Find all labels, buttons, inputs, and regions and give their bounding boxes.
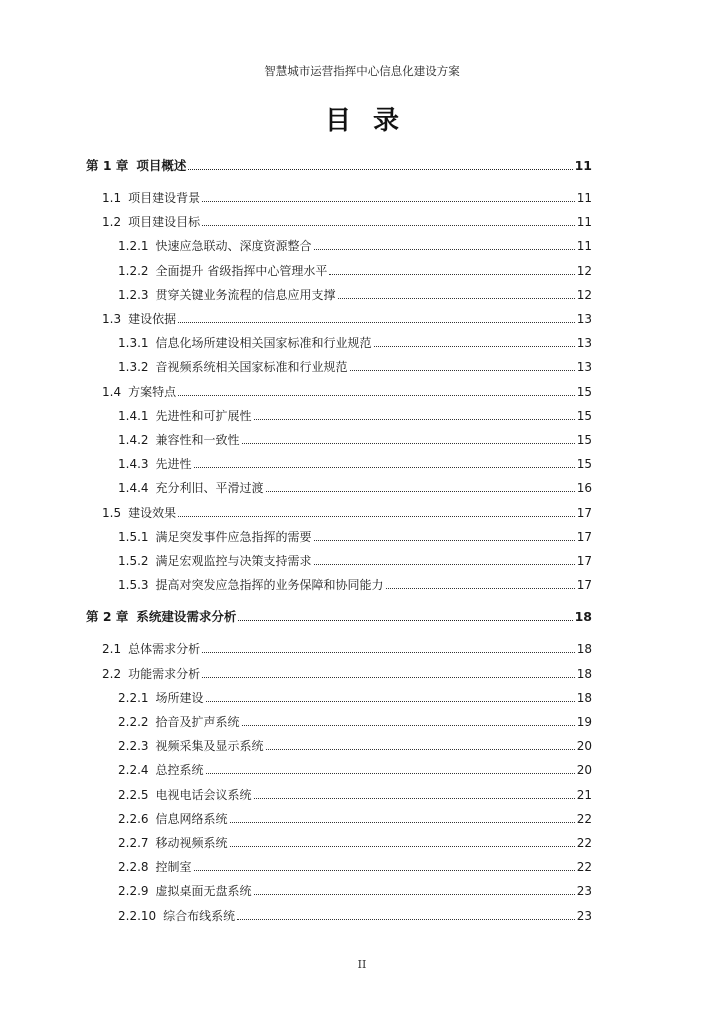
toc-entry-title: 提高对突发应急指挥的业务保障和协同能力 bbox=[155, 578, 384, 593]
dot-leader bbox=[314, 539, 575, 541]
toc-entry[interactable] bbox=[118, 783, 592, 803]
toc-entry-title: 充分利旧、平滑过渡 bbox=[155, 481, 264, 496]
page-header: 智慧城市运营指挥中心信息化建设方案 bbox=[264, 64, 460, 78]
dot-leader bbox=[194, 869, 575, 871]
toc-entry-number: 2.2.5 bbox=[118, 787, 149, 802]
toc-entry-title: 满足突发事件应急指挥的需要 bbox=[155, 529, 312, 544]
toc-entry-number: 1.3 bbox=[102, 312, 122, 326]
toc-entry-number: 2.2.3 bbox=[118, 739, 149, 754]
toc-entry-number: 1.3.2 bbox=[118, 360, 149, 375]
dot-leader bbox=[338, 297, 575, 299]
dot-leader bbox=[206, 700, 575, 702]
toc-entry[interactable] bbox=[102, 637, 592, 657]
toc-entry[interactable] bbox=[118, 549, 592, 569]
toc-entry-page: 11 bbox=[576, 215, 592, 230]
dot-leader bbox=[202, 676, 575, 678]
toc-entry-page: 18 bbox=[576, 642, 592, 657]
dot-leader bbox=[254, 418, 575, 420]
toc-entry-page: 19 bbox=[576, 715, 592, 729]
toc-entry-page: 15 bbox=[576, 457, 592, 472]
dot-leader bbox=[202, 224, 575, 226]
toc-entry-page: 15 bbox=[576, 408, 592, 423]
toc-entry[interactable] bbox=[102, 501, 592, 521]
toc-entry-number: 1.4.2 bbox=[118, 433, 149, 447]
toc-entry-title: 先进性 bbox=[155, 457, 192, 472]
toc-entry-number: 2.2.8 bbox=[118, 860, 149, 875]
toc-entry-number: 1.1 bbox=[102, 191, 122, 205]
toc-entry[interactable] bbox=[118, 686, 592, 706]
toc-entry-number: 第 2 章 bbox=[86, 609, 129, 625]
toc-entry-page: 20 bbox=[576, 739, 592, 754]
toc-entry-number: 2.2.4 bbox=[118, 763, 149, 778]
dot-leader bbox=[202, 200, 575, 202]
toc-entry[interactable] bbox=[102, 186, 592, 206]
toc-entry-number: 2.2 bbox=[102, 666, 122, 681]
toc-entry-page: 17 bbox=[576, 505, 592, 520]
toc-entry-page: 22 bbox=[576, 860, 592, 875]
toc-entry-title: 总控系统 bbox=[155, 763, 204, 778]
toc-entry-title: 音视频系统相关国家标准和行业规范 bbox=[155, 360, 348, 375]
toc-entry[interactable] bbox=[118, 734, 592, 754]
toc-entry[interactable] bbox=[118, 807, 592, 827]
toc-entry-number: 2.2.6 bbox=[118, 811, 149, 826]
toc-entry-number: 2.2.2 bbox=[118, 715, 149, 729]
dot-leader bbox=[374, 345, 575, 347]
toc-entry[interactable] bbox=[118, 452, 592, 472]
toc-entry-number: 1.4.3 bbox=[118, 457, 149, 472]
dot-leader bbox=[230, 845, 575, 847]
toc-entry-page: 20 bbox=[576, 763, 592, 778]
toc-entry[interactable] bbox=[102, 210, 592, 230]
toc-entry-title: 兼容性和一致性 bbox=[155, 433, 240, 447]
toc-entry-title: 项目建设背景 bbox=[128, 191, 201, 205]
dot-leader bbox=[178, 321, 575, 323]
toc-entry-title: 信息网络系统 bbox=[155, 811, 228, 826]
toc-entry-number: 1.2.1 bbox=[118, 239, 149, 254]
toc-entry-page: 11 bbox=[576, 191, 592, 205]
dot-leader bbox=[194, 466, 575, 468]
dot-leader bbox=[242, 442, 575, 444]
toc-entry-title: 建设效果 bbox=[128, 505, 177, 520]
toc-entry-title: 信息化场所建设相关国家标准和行业规范 bbox=[155, 336, 372, 351]
toc-entry-number: 1.2 bbox=[102, 215, 122, 230]
toc-entry-title: 视频采集及显示系统 bbox=[155, 739, 264, 754]
toc-entry-number: 1.2.2 bbox=[118, 263, 149, 278]
toc-entry-number: 1.5 bbox=[102, 505, 122, 520]
toc-entry-title: 满足宏观监控与决策支持需求 bbox=[155, 554, 312, 568]
toc-entry-page: 17 bbox=[576, 529, 592, 544]
dot-leader bbox=[266, 748, 575, 750]
toc-entry[interactable] bbox=[118, 879, 592, 899]
dot-leader bbox=[178, 394, 575, 396]
toc-entry-title: 方案特点 bbox=[128, 384, 177, 399]
toc-entry-page: 13 bbox=[576, 312, 592, 326]
toc-entry-title: 项目概述 bbox=[136, 158, 187, 173]
dot-leader bbox=[238, 619, 572, 621]
toc-entry[interactable] bbox=[118, 904, 592, 924]
dot-leader bbox=[386, 587, 575, 589]
toc-entry-page: 11 bbox=[576, 239, 592, 254]
toc-entry[interactable] bbox=[102, 307, 592, 327]
toc-chapter-entry[interactable] bbox=[86, 154, 592, 174]
dot-leader bbox=[350, 369, 575, 371]
toc-entry-page: 12 bbox=[576, 263, 592, 278]
toc-entry[interactable] bbox=[118, 525, 592, 545]
dot-leader bbox=[254, 797, 575, 799]
toc-entry-page: 16 bbox=[576, 481, 592, 496]
toc-entry-title: 快速应急联动、深度资源整合 bbox=[155, 239, 312, 254]
toc-entry[interactable] bbox=[102, 380, 592, 400]
dot-leader bbox=[254, 893, 575, 895]
toc-entry-title: 贯穿关键业务流程的信息应用支撑 bbox=[155, 287, 336, 302]
toc-entry-title: 电视电话会议系统 bbox=[155, 787, 252, 802]
dot-leader bbox=[314, 248, 575, 250]
toc-entry-page: 18 bbox=[574, 609, 592, 625]
toc-entry-page: 13 bbox=[576, 336, 592, 351]
dot-leader bbox=[188, 168, 572, 170]
toc-entry-page: 21 bbox=[576, 787, 592, 802]
toc-entry-number: 1.5.1 bbox=[118, 529, 149, 544]
dot-leader bbox=[314, 563, 575, 565]
toc-entry[interactable] bbox=[118, 855, 592, 875]
dot-leader bbox=[266, 490, 575, 492]
toc-chapter-entry[interactable] bbox=[86, 605, 592, 625]
toc-entry-number: 第 1 章 bbox=[86, 158, 129, 173]
toc-entry-page: 15 bbox=[576, 384, 592, 399]
toc-entry-number: 1.4.4 bbox=[118, 481, 149, 496]
toc-entry-title: 总体需求分析 bbox=[128, 642, 201, 657]
toc-entry[interactable] bbox=[118, 428, 592, 448]
toc-entry-number: 2.2.9 bbox=[118, 884, 149, 899]
toc-entry-page: 22 bbox=[576, 811, 592, 826]
toc-entry[interactable] bbox=[118, 573, 592, 593]
toc-entry-number: 1.5.2 bbox=[118, 554, 149, 568]
dot-leader bbox=[202, 651, 575, 653]
toc-entry-number: 1.4.1 bbox=[118, 408, 149, 423]
toc-entry-page: 23 bbox=[576, 884, 592, 899]
toc-entry[interactable] bbox=[118, 355, 592, 375]
toc-entry-page: 15 bbox=[576, 433, 592, 447]
toc-entry-number: 2.1 bbox=[102, 642, 122, 657]
dot-leader bbox=[206, 772, 575, 774]
toc-entry-title: 场所建设 bbox=[155, 690, 204, 705]
toc-entry-title: 全面提升 省级指挥中心管理水平 bbox=[155, 263, 328, 278]
toc-entry-title: 建设依据 bbox=[128, 312, 177, 326]
toc-entry-title: 综合布线系统 bbox=[163, 908, 236, 923]
toc-entry-title: 项目建设目标 bbox=[128, 215, 201, 230]
toc-entry-page: 18 bbox=[576, 690, 592, 705]
toc-entry[interactable] bbox=[118, 404, 592, 424]
toc-entry[interactable] bbox=[118, 259, 592, 279]
dot-leader bbox=[329, 273, 574, 275]
toc-entry-page: 13 bbox=[576, 360, 592, 375]
toc-entry-number: 2.2.7 bbox=[118, 836, 149, 850]
dot-leader bbox=[230, 821, 575, 823]
toc-entry-number: 1.5.3 bbox=[118, 578, 149, 593]
dot-leader bbox=[178, 515, 575, 517]
page-title: 目录 bbox=[324, 106, 421, 136]
toc-entry-page: 11 bbox=[574, 158, 592, 173]
toc-entry-title: 移动视频系统 bbox=[155, 836, 228, 850]
toc-entry-page: 18 bbox=[576, 666, 592, 681]
toc-entry-number: 2.2.1 bbox=[118, 690, 149, 705]
toc-entry-number: 2.2.10 bbox=[118, 908, 157, 923]
dot-leader bbox=[237, 918, 575, 920]
toc-entry-title: 系统建设需求分析 bbox=[136, 609, 237, 625]
toc-entry[interactable] bbox=[118, 331, 592, 351]
toc-entry-number: 1.2.3 bbox=[118, 287, 149, 302]
toc-entry-page: 23 bbox=[576, 908, 592, 923]
toc-entry[interactable] bbox=[118, 476, 592, 496]
toc-entry-title: 拾音及扩声系统 bbox=[155, 715, 240, 729]
toc-entry[interactable] bbox=[118, 831, 592, 851]
toc-entry-page: 22 bbox=[576, 836, 592, 850]
toc-entry-number: 1.3.1 bbox=[118, 336, 149, 351]
page-number: II bbox=[357, 958, 367, 971]
toc-entry-title: 控制室 bbox=[155, 860, 192, 875]
toc-entry-title: 功能需求分析 bbox=[128, 666, 201, 681]
toc-entry-title: 虚拟桌面无盘系统 bbox=[155, 884, 252, 899]
toc-entry[interactable] bbox=[118, 234, 592, 254]
toc-entry[interactable] bbox=[118, 710, 592, 730]
toc-entry-title: 先进性和可扩展性 bbox=[155, 408, 252, 423]
toc-entry-page: 12 bbox=[576, 287, 592, 302]
dot-leader bbox=[242, 724, 575, 726]
toc-entry[interactable] bbox=[102, 662, 592, 682]
toc-entry-page: 17 bbox=[576, 554, 592, 568]
toc-entry-number: 1.4 bbox=[102, 384, 122, 399]
toc-entry[interactable] bbox=[118, 283, 592, 303]
toc-entry-page: 17 bbox=[576, 578, 592, 593]
toc-entry[interactable] bbox=[118, 758, 592, 778]
